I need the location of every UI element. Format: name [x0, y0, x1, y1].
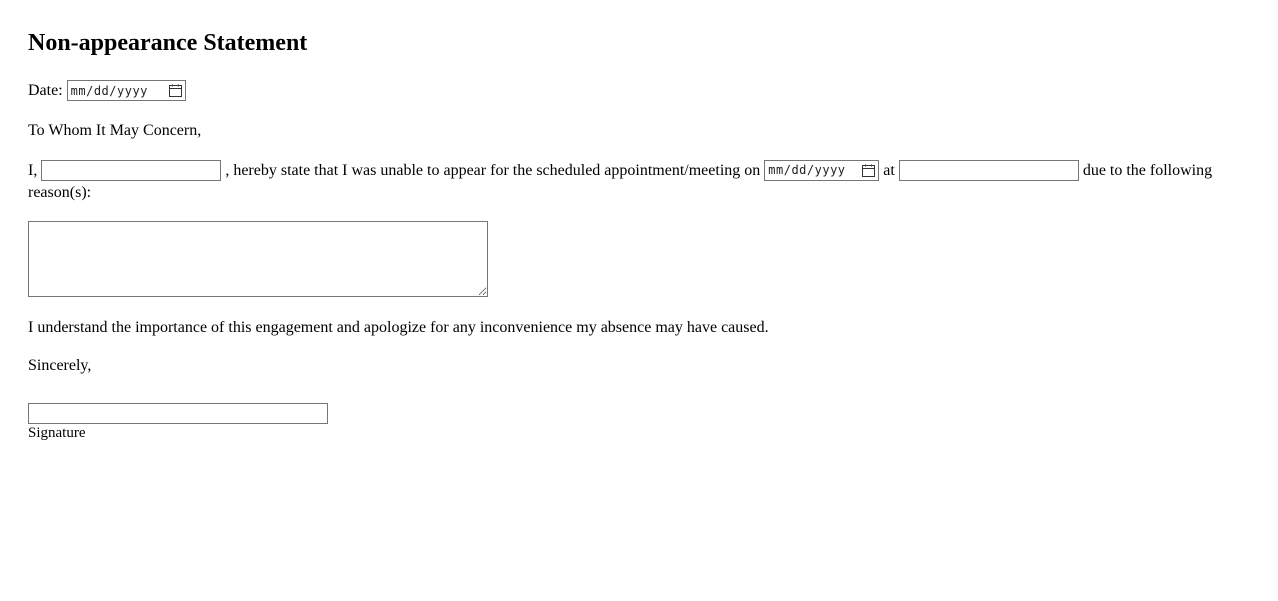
- date-label: Date:: [28, 82, 63, 100]
- closing-statement: I understand the importance of this engagement and apologize for any inconvenience my absence may have caused.: [28, 319, 769, 337]
- signature-caption: Signature: [28, 424, 86, 441]
- statement-paragraph: [28, 160, 1254, 203]
- appointment-date-input[interactable]: [764, 160, 879, 181]
- calendar-icon[interactable]: [169, 84, 182, 97]
- date-row: [28, 80, 1254, 102]
- statement-prefix: I,: [28, 161, 38, 179]
- statement-at: at: [883, 161, 895, 179]
- name-input[interactable]: [41, 160, 221, 181]
- sincerely-line: Sincerely,: [28, 357, 92, 375]
- statement-middle: , hereby state that I was unable to appear for the scheduled appointment/meeting on: [225, 161, 761, 179]
- salutation: To Whom It May Concern,: [28, 122, 202, 140]
- page-title: Non-appearance Statement: [28, 30, 308, 56]
- signature-input[interactable]: [28, 403, 328, 424]
- statement-suffix: due to the following reason(s):: [28, 161, 1213, 201]
- time-input[interactable]: [899, 160, 1079, 181]
- date-placeholder: mm/dd/yyyy: [70, 83, 148, 98]
- reason-textarea[interactable]: [28, 221, 488, 297]
- appointment-date-placeholder: mm/dd/yyyy: [768, 163, 846, 178]
- calendar-icon[interactable]: [862, 164, 875, 177]
- date-input[interactable]: [67, 80, 186, 101]
- signature-block: [28, 403, 1254, 442]
